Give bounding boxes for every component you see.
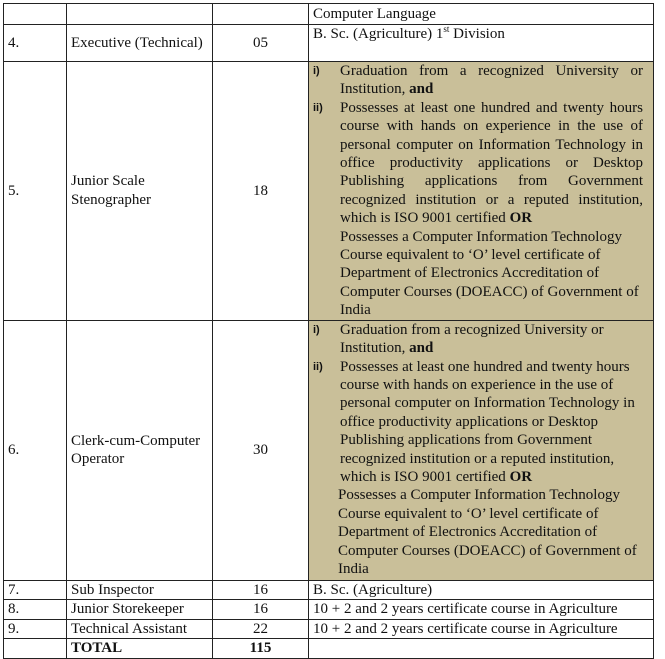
- table-row: [4, 619, 654, 638]
- table-row: [4, 62, 654, 321]
- table-row: [4, 25, 654, 62]
- qualification-cell: [309, 638, 654, 658]
- table-row: [4, 320, 654, 580]
- qualification-cell: Computer Language: [309, 4, 654, 25]
- total-label: [67, 638, 213, 658]
- count-cell: 16: [213, 600, 309, 619]
- qualification-text: B. Sc. (Agriculture) 1: [313, 26, 444, 42]
- item-conjunction: and: [409, 81, 434, 98]
- posts-table: [3, 3, 654, 659]
- item-text: [340, 321, 643, 358]
- post-cell: Clerk-cum-Computer Operator: [67, 320, 213, 580]
- alternative-qualification: Possesses a Computer Information Technology Course equivalent to ‘O’ level certificate of Department of Electronics Accreditation of Computer Courses (DOEACC) of Government of India: [340, 228, 639, 319]
- qualification-item: [313, 99, 643, 228]
- total-count-text: 115: [249, 640, 272, 657]
- table-row: [4, 600, 654, 619]
- post-cell: Junior Storekeeper: [67, 600, 213, 619]
- item-text: [340, 358, 643, 487]
- qualification-cell: 10 + 2 and 2 years certificate course in Agriculture: [309, 600, 654, 619]
- item-text-body: Graduation from a recognized University or Institution,: [340, 321, 604, 357]
- total-label-text: TOTAL: [71, 640, 123, 657]
- qualification-cell: B. Sc. (Agriculture): [309, 580, 654, 599]
- total-row: [4, 638, 654, 658]
- qualification-item: [313, 358, 643, 487]
- list-marker: ii): [313, 101, 323, 114]
- serial-cell: 8.: [4, 600, 67, 619]
- item-text: [340, 62, 643, 99]
- qualification-item: [313, 62, 643, 99]
- count-cell: 18: [213, 62, 309, 321]
- item-conjunction: OR: [509, 210, 533, 227]
- count-cell: 30: [213, 320, 309, 580]
- serial-cell: 9.: [4, 619, 67, 638]
- count-cell: 05: [213, 25, 309, 62]
- list-marker: ii): [313, 360, 323, 373]
- serial-cell: 7.: [4, 580, 67, 599]
- ordinal-suffix: st: [443, 24, 450, 34]
- serial-cell: 6.: [4, 320, 67, 580]
- item-text-body: Possesses at least one hundred and twenty hours course with hands on experience in the use of personal computer on Information Technology in office productivity applications or Desktop Publishing applications from Government recognized institution or a reputed institution, which is ISO 9001 certified: [340, 358, 635, 485]
- list-marker: i): [313, 323, 320, 336]
- post-cell: Junior Scale Stenographer: [67, 62, 213, 321]
- post-cell: Technical Assistant: [67, 619, 213, 638]
- qualification-cell: [309, 320, 654, 580]
- post-cell: [67, 4, 213, 25]
- count-cell: [213, 4, 309, 25]
- post-cell: Sub Inspector: [67, 580, 213, 599]
- qualification-cell: [309, 62, 654, 321]
- list-marker: i): [313, 65, 320, 77]
- alternative-qualification: Possesses a Computer Information Technology Course equivalent to ‘O’ level certificate of Department of Electronics Accreditation of Computer Courses (DOEACC) of Government of India: [338, 487, 637, 577]
- item-conjunction: OR: [509, 468, 533, 485]
- serial-cell: [4, 4, 67, 25]
- qualification-item: [313, 321, 643, 358]
- item-text-body: Possesses at least one hundred and twenty hours course with hands on experience in the use of personal computer on Information Technology in office productivity applications or Desktop Publishing applications from Government recognized institution or a reputed institution, which is ISO 9001 certified: [340, 99, 643, 227]
- qualification-text: Division: [449, 26, 505, 42]
- total-count: [213, 638, 309, 658]
- serial-cell: 4.: [4, 25, 67, 62]
- count-cell: 16: [213, 580, 309, 599]
- post-cell: Executive (Technical): [67, 25, 213, 62]
- item-text-body: Graduation from a recognized University or Institution,: [340, 63, 643, 98]
- serial-cell: 5.: [4, 62, 67, 321]
- item-conjunction: and: [409, 340, 434, 357]
- table-row: [4, 4, 654, 25]
- count-cell: 22: [213, 619, 309, 638]
- qualification-cell: 10 + 2 and 2 years certificate course in Agriculture: [309, 619, 654, 638]
- table-row: [4, 580, 654, 599]
- qualification-cell: [309, 25, 654, 62]
- serial-cell: [4, 638, 67, 658]
- item-text: [340, 99, 643, 228]
